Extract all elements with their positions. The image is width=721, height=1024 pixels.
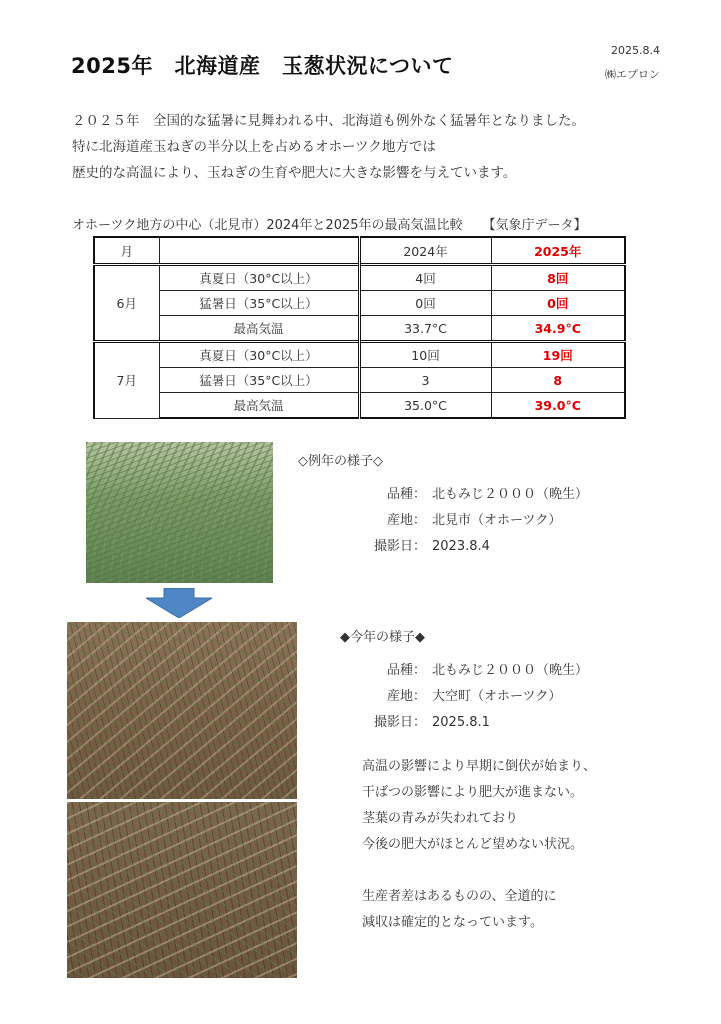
item-cell: 最高気温: [159, 393, 359, 419]
table-row: [94, 368, 625, 393]
item-cell: 真夏日（30°C以上）: [159, 265, 359, 291]
status-notes: [362, 754, 596, 936]
photo-date-value: 2025.8.1: [432, 715, 490, 730]
table-header-row: [94, 237, 625, 265]
photo-date-label: 撮影日：: [373, 539, 426, 554]
temperature-table: [93, 236, 626, 419]
normal-year-field-photo: [86, 442, 273, 583]
header-item: [159, 237, 359, 265]
table-row: [94, 291, 625, 316]
origin-value: 北見市（オホーツク）: [432, 513, 562, 528]
variety-label: 品種：: [386, 487, 426, 502]
note-line: 今後の肥大がほとんど望めない状況。: [362, 837, 584, 852]
photo-date-value: 2023.8.4: [432, 539, 490, 554]
this-year-field-photo-1: [67, 622, 297, 799]
value-2025-cell: 34.9°C: [491, 316, 625, 342]
table-row: [94, 265, 625, 291]
value-2025-cell: 0回: [491, 291, 625, 316]
value-2024-cell: 35.0°C: [359, 393, 491, 419]
note-line: 干ばつの影響により肥大が進まない。: [362, 785, 584, 800]
value-2024-cell: 3: [359, 368, 491, 393]
value-2024-cell: 0回: [359, 291, 491, 316]
origin-value: 大空町（オホーツク）: [432, 689, 562, 704]
value-2025-cell: 19回: [491, 342, 625, 368]
item-cell: 真夏日（30°C以上）: [159, 342, 359, 368]
value-2025-cell: 8: [491, 368, 625, 393]
company-name: ㈱エプロン: [605, 68, 660, 81]
down-arrow-icon: [146, 588, 212, 618]
this-year-field-photo-2: [67, 802, 297, 978]
note-line: 減収は確定的となっています。: [362, 915, 543, 930]
intro-line: 歴史的な高温により、玉ねぎの生育や肥大に大きな影響を与えています。: [72, 165, 517, 181]
note-line: 茎葉の青みが失われており: [362, 811, 519, 826]
value-2025-cell: 8回: [491, 265, 625, 291]
intro-line: ２０２５年 全国的な猛暑に見舞われる中、北海道も例外なく猛暑年となりました。: [72, 113, 585, 129]
item-cell: 猛暑日（35°C以上）: [159, 368, 359, 393]
normal-year-heading: ◇例年の様子◇: [298, 454, 383, 469]
origin-label: 産地：: [386, 689, 426, 704]
value-2024-cell: 33.7°C: [359, 316, 491, 342]
intro-paragraph: [72, 108, 672, 186]
header-month: 月: [94, 237, 159, 265]
page-title: 2025年 北海道産 玉葱状況について: [71, 54, 454, 78]
value-2024-cell: 4回: [359, 265, 491, 291]
header-2025: 2025年: [491, 237, 625, 265]
item-cell: 最高気温: [159, 316, 359, 342]
origin-label: 産地：: [386, 513, 426, 528]
table-row: [94, 342, 625, 368]
table-caption-text: オホーツク地方の中心（北見市）2024年と2025年の最高気温比較: [72, 218, 463, 233]
month-cell: 6月: [94, 265, 159, 342]
photo-date-label: 撮影日：: [373, 715, 426, 730]
variety-value: 北もみじ２０００（晩生）: [432, 487, 589, 502]
note-line: 生産者差はあるものの、全道的に: [362, 889, 557, 904]
document-date: 2025.8.4: [611, 44, 660, 57]
this-year-heading: ◆今年の様子◆: [340, 630, 425, 645]
table-caption: [72, 214, 587, 233]
table-source: 【気象庁データ】: [482, 218, 587, 233]
value-2025-cell: 39.0°C: [491, 393, 625, 419]
variety-value: 北もみじ２０００（晩生）: [432, 663, 589, 678]
header-2024: 2024年: [359, 237, 491, 265]
note-line: 高温の影響により早期に倒伏が始まり、: [362, 759, 597, 774]
normal-year-info: [298, 450, 588, 561]
this-year-info: [340, 626, 588, 737]
table-row: [94, 393, 625, 419]
intro-line: 特に北海道産玉ねぎの半分以上を占めるオホーツク地方では: [72, 139, 436, 155]
value-2024-cell: 10回: [359, 342, 491, 368]
item-cell: 猛暑日（35°C以上）: [159, 291, 359, 316]
month-cell: 7月: [94, 342, 159, 419]
variety-label: 品種：: [386, 663, 426, 678]
table-row: [94, 316, 625, 342]
